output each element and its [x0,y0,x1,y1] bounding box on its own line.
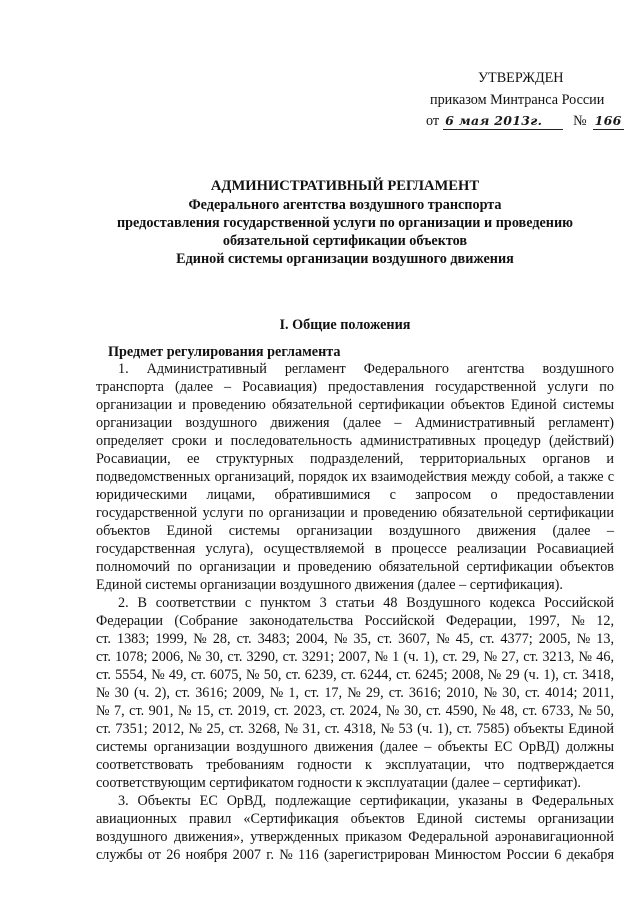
section-subheading: Предмет регулирования регламента [108,344,341,360]
paragraph-2 [96,594,614,792]
body-line: Росавиации, ее структурных подразделений, территориальных органов и [96,451,614,467]
body-line: объектов Единой системы организации воздушного движения (далее – [96,523,614,539]
body-line: юридическими лицами, обратившимися с запросом о предоставлении [96,487,614,503]
document-title: АДМИНИСТРАТИВНЫЙ РЕГЛАМЕНТ [210,178,480,194]
body-line: транспорта (далее – Росавиация) предоставления государственной услуги по [96,379,614,395]
body-line: соответствовать требованиям годности к эксплуатации, что подтверждается [96,757,614,773]
body-line: ст. 5554, № 49, ст. 6075, № 50, ст. 6239, ст. 6244, ст. 6245; 2008, № 29 (ч. 1), ст. 3418, [96,667,614,683]
body-line: подведомственных организаций, порядок их взаимодействия между собой, а также с [96,469,614,485]
body-line: полномочий по организации и проведению обязательной сертификации объектов [96,559,614,575]
approval-from-label: от [426,113,440,129]
approval-number-handwritten: 166 [594,113,622,128]
approval-date-handwritten: 6 мая 2013г. [443,113,563,130]
body-line: Единой системы организации воздушного движения (далее – сертификация). [96,577,563,593]
body-line: системы организации воздушного движения (далее – объекты ЕС ОрВД) должны [96,739,614,755]
section-title: I. Общие положения [279,317,411,333]
body-line: № 7, ст. 901, № 15, ст. 2019, ст. 2023, ст. 2024, № 30, ст. 4590, № 48, ст. 6733, № 50, [96,703,614,719]
body-line: № 30 (ч. 2), ст. 3616; 2009, № 1, ст. 17, № 29, ст. 3616; 2010, № 30, ст. 4014; 2011, [96,685,614,701]
body-line: воздушного движения», утвержденных приказом Федеральной аэронавигационной [96,829,614,845]
body-line: организации и проведению обязательной сертификации объектов Единой системы [96,397,614,413]
approval-title: УТВЕРЖДЕН [478,70,564,86]
approval-stamp-block [0,0,640,140]
approval-order: приказом Минтранса России [430,92,605,108]
paragraph-3 [96,792,614,864]
document-heading [90,176,600,268]
body-line: определяет сроки и последовательность административных процедур (действий) [96,433,614,449]
body-line: Федерации (Собрание законодательства Российской Федерации, 1997, № 12, [96,613,614,629]
body-line: 1. Административный регламент Федерального агентства воздушного [118,361,614,377]
body-line: ст. 1383; 1999, № 28, ст. 3483; 2004, № 35, ст. 3607, № 45, ст. 4377; 2005, № 13, [96,631,614,647]
heading-line: предоставления государственной услуги по организации и проведению [116,215,573,231]
body-line: соответствующим сертификатом годности к эксплуатации (далее – сертификат). [96,775,581,791]
body-line: государственная услуга), осуществляемой в процессе реализации Росавиацией [96,541,614,557]
body-line: службы от 26 ноября 2007 г. № 116 (зарегистрирован Минюстом России 6 декабря [96,847,614,863]
body-line: ст. 7351; 2012, № 25, ст. 3268, № 31, ст. 4318, № 53 (ч. 1), ст. 7585) объекты Единой [96,721,614,737]
body-line: 2. В соответствии с пунктом 3 статьи 48 Воздушного кодекса Российской [118,595,614,611]
body-line: авиационных правил «Сертификация объектов Единой системы организации [96,811,614,827]
document-body [96,360,614,864]
body-line: организации воздушного движения (далее – Административный регламент) [96,415,614,431]
paragraph-1 [96,360,614,594]
body-line: 3. Объекты ЕС ОрВД, подлежащие сертификации, указаны в Федеральных [118,793,614,809]
body-line: ст. 1078; 2006, № 30, ст. 3290, ст. 3291; 2007, № 1 (ч. 1), ст. 29, № 27, ст. 3213, № 46, [96,649,614,665]
heading-line: Единой системы организации воздушного движения [176,251,514,267]
heading-line: Федерального агентства воздушного транспорта [188,197,502,213]
heading-line: обязательной сертификации объектов [222,233,468,249]
approval-reference [426,111,624,131]
body-line: государственной услуги по организации и проведению обязательной сертификации [96,505,614,521]
approval-number-label: № [573,113,587,129]
